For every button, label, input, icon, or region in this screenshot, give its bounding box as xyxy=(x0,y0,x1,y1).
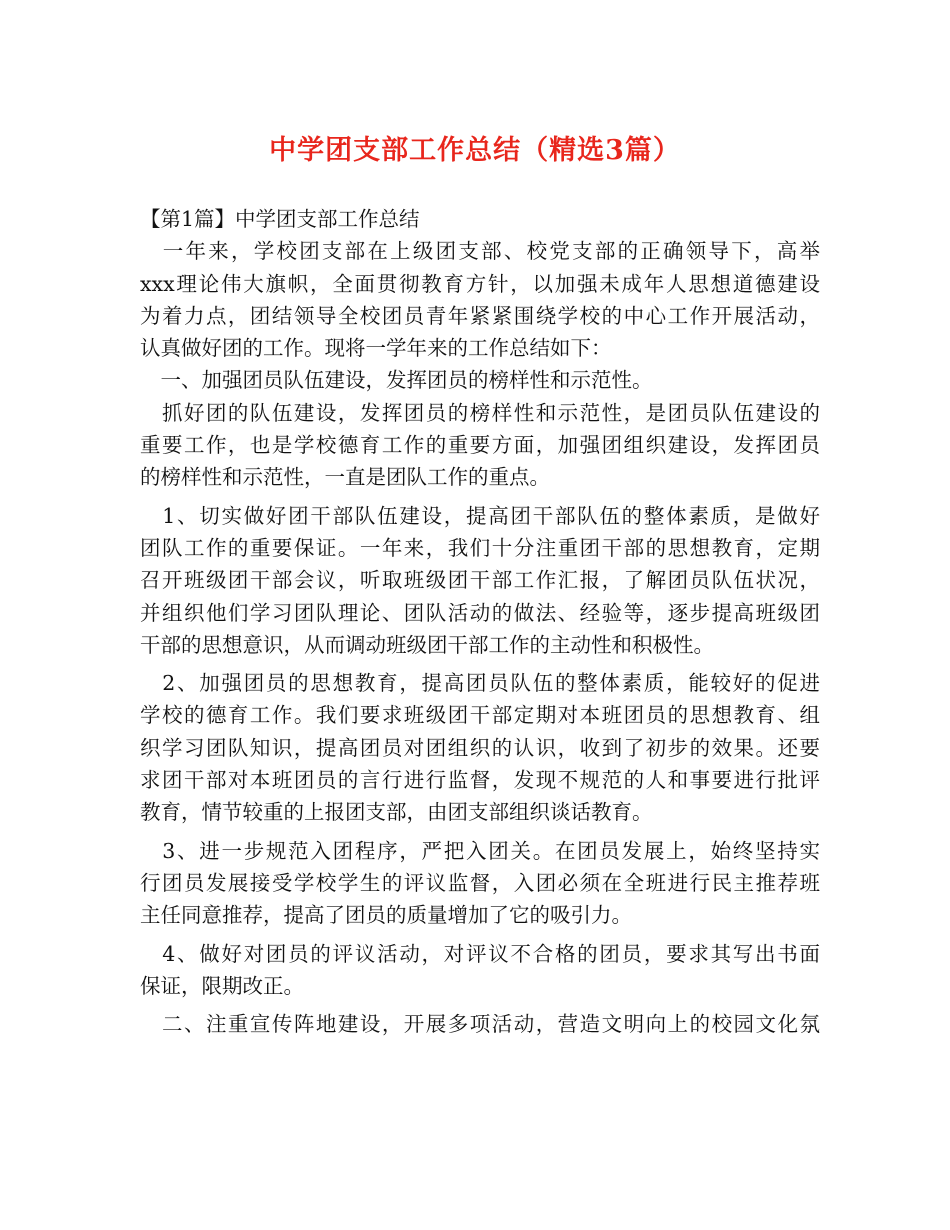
text-line: 一年来，学校团支部在上级团支部、校党支部的正确领导下，高举 xyxy=(140,239,820,264)
text-line: 团队工作的重要保证。一年来，我们十分注重团干部的思想教育，定期 xyxy=(140,535,820,560)
text-line: 并组织他们学习团队理论、团队活动的做法、经验等，逐步提高班级团 xyxy=(140,600,820,625)
text-line: 保证，限期改正。 xyxy=(140,973,304,998)
section-heading: 【第1篇】中学团支部工作总结 xyxy=(140,207,420,231)
text-line: 求团干部对本班团员的言行进行监督，发现不规范的人和事要进行批评 xyxy=(140,768,820,793)
text-line: 4、做好对团员的评议活动，对评议不合格的团员，要求其写出书面 xyxy=(140,941,820,966)
text-line: 3、进一步规范入团程序，严把入团关。在团员发展上，始终坚持实 xyxy=(140,838,820,863)
text-line: 主任同意推荐，提高了团员的质量增加了它的吸引力。 xyxy=(140,903,632,928)
text-line: 2、加强团员的思想教育，提高团员队伍的整体素质，能较好的促进 xyxy=(140,671,820,696)
text-line: 的榜样性和示范性，一直是团队工作的重点。 xyxy=(140,465,550,490)
text-line: 1、切实做好团干部队伍建设，提高团干部队伍的整体素质，是做好 xyxy=(140,503,820,528)
text-line: 认真做好团的工作。现将一学年来的工作总结如下： xyxy=(140,336,612,361)
text-line: 教育，情节较重的上报团支部，由团支部组织谈话教育。 xyxy=(140,800,653,825)
text-line: 为着力点，团结领导全校团员青年紧紧围绕学校的中心工作开展活动， xyxy=(140,303,820,328)
text-line: 织学习团队知识，提高团员对团组织的认识，收到了初步的效果。还要 xyxy=(140,735,820,760)
text-line: 学校的德育工作。我们要求班级团干部定期对本班团员的思想教育、组 xyxy=(140,703,820,728)
text-line: xxx理论伟大旗帜，全面贯彻教育方针，以加强未成年人思想道德建设 xyxy=(140,271,820,296)
text-line: 干部的思想意识，从而调动班级团干部工作的主动性和积极性。 xyxy=(140,632,714,657)
text-line: 二、注重宣传阵地建设，开展多项活动，营造文明向上的校园文化氛 xyxy=(140,1012,820,1037)
text-line: 抓好团的队伍建设，发挥团员的榜样性和示范性，是团员队伍建设的 xyxy=(140,400,820,425)
text-line: 重要工作，也是学校德育工作的重要方面，加强团组织建设，发挥团员 xyxy=(140,433,820,458)
text-line: 行团员发展接受学校学生的评议监督，入团必须在全班进行民主推荐班 xyxy=(140,870,820,895)
document-title: 中学团支部工作总结（精选3篇） xyxy=(269,135,681,166)
text-line: 召开班级团干部会议，听取班级团干部工作汇报，了解团员队伍状况， xyxy=(140,568,820,593)
text-line: 一、加强团员队伍建设，发挥团员的榜样性和示范性。 xyxy=(140,368,653,393)
document-body xyxy=(140,203,820,1040)
